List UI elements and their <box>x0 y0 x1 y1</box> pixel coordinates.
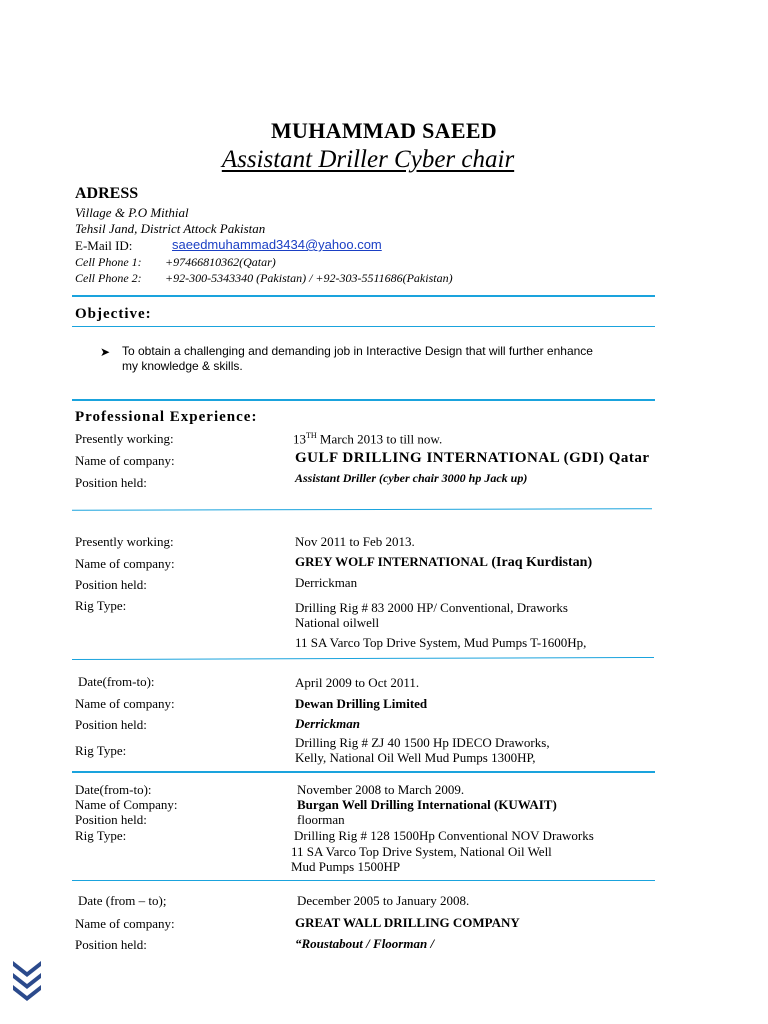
divider <box>72 399 655 401</box>
job4-rig-line-1: Drilling Rig # 128 1500Hp Conventional NOV Draworks <box>294 828 594 843</box>
job4-rig-line-3: Mud Pumps 1500HP <box>291 859 401 874</box>
job3-label-rig: Rig Type: <box>75 743 127 758</box>
divider <box>72 880 655 881</box>
job2-label-dates: Presently working: <box>75 534 174 549</box>
email-link[interactable]: saeedmuhammad3434@yahoo.com <box>172 237 382 252</box>
job2-label-rig: Rig Type: <box>75 598 127 613</box>
job1-label-position: Position held: <box>75 475 147 490</box>
divider <box>72 771 655 773</box>
job5-label-company: Name of company: <box>75 916 175 931</box>
job5-label-position: Position held: <box>75 937 147 952</box>
job4-label-rig: Rig Type: <box>75 828 127 843</box>
job5-company: GREAT WALL DRILLING COMPANY <box>295 915 520 930</box>
job1-label-dates: Presently working: <box>75 431 174 446</box>
job3-label-position: Position held: <box>75 717 147 732</box>
objective-heading: Objective: <box>75 306 152 322</box>
job4-label-position: Position held: <box>75 812 147 827</box>
job4-company: Burgan Well Drilling International (KUWAIT) <box>297 797 557 812</box>
cell1-label: Cell Phone 1: <box>75 255 142 269</box>
objective-line-2: my knowledge & skills. <box>122 359 243 373</box>
candidate-role: Assistant Driller Cyber chair <box>221 146 515 173</box>
cell2-value: +92-300-5343340 (Pakistan) / +92-303-5511686(Pakistan) <box>165 271 453 285</box>
job5-dates: December 2005 to January 2008. <box>297 893 470 908</box>
objective-line-1: To obtain a challenging and demanding job in Interactive Design that will further enhance <box>122 344 593 358</box>
job4-position: floorman <box>297 812 345 827</box>
job1-dates: 13TH March 2013 to till now. <box>293 431 443 447</box>
address-line-2: Tehsil Jand, District Attock Pakistan <box>75 221 266 236</box>
job5-position: “Roustabout / Floorman / <box>295 936 435 951</box>
job2-rig-line-3: 11 SA Varco Top Drive System, Mud Pumps T-1600Hp, <box>295 635 587 650</box>
job4-dates: November 2008 to March 2009. <box>297 782 465 797</box>
job1-position: Assistant Driller (cyber chair 3000 hp Jack up) <box>295 471 528 485</box>
chevron-down-icon[interactable] <box>10 958 44 1006</box>
divider <box>72 657 654 660</box>
bullet-arrow-icon: ➤ <box>100 345 111 359</box>
job2-label-position: Position held: <box>75 577 147 592</box>
address-heading: ADRESS <box>75 185 139 202</box>
job4-rig-line-2: 11 SA Varco Top Drive System, National Oil Well <box>291 844 552 859</box>
job4-label-dates: Date(from-to): <box>75 782 152 797</box>
job2-company: GREY WOLF INTERNATIONAL (Iraq Kurdistan) <box>295 554 593 570</box>
cell2-label: Cell Phone 2: <box>75 271 142 285</box>
email-label: E-Mail ID: <box>75 238 133 253</box>
candidate-name: MUHAMMAD SAEED <box>270 118 497 143</box>
job2-rig-line-1: Drilling Rig # 83 2000 HP/ Conventional, Draworks <box>295 600 568 615</box>
job2-rig-line-2: National oilwell <box>295 615 380 630</box>
job5-label-dates: Date (from – to); <box>78 893 167 908</box>
job3-label-company: Name of company: <box>75 696 175 711</box>
job3-rig-line-1: Drilling Rig # ZJ 40 1500 Hp IDECO Draworks, <box>295 735 550 750</box>
divider <box>72 326 655 327</box>
divider <box>72 508 652 511</box>
job3-position: Derrickman <box>295 716 360 731</box>
job4-label-company: Name of Company: <box>75 797 178 812</box>
job3-rig-line-2: Kelly, National Oil Well Mud Pumps 1300HP, <box>295 750 536 765</box>
job3-company: Dewan Drilling Limited <box>295 696 428 711</box>
experience-heading: Professional Experience: <box>75 409 258 425</box>
job3-label-dates: Date(from-to): <box>78 674 155 689</box>
job3-dates: April 2009 to Oct 2011. <box>295 675 420 690</box>
job2-position: Derrickman <box>295 575 358 590</box>
address-line-1: Village & P.O Mithial <box>75 205 189 220</box>
job1-company: GULF DRILLING INTERNATIONAL (GDI) Qatar <box>295 450 650 466</box>
job1-label-company: Name of company: <box>75 453 175 468</box>
divider <box>72 295 655 297</box>
job2-dates: Nov 2011 to Feb 2013. <box>295 534 415 549</box>
cell1-value: +97466810362(Qatar) <box>165 255 276 269</box>
job2-label-company: Name of company: <box>75 556 175 571</box>
